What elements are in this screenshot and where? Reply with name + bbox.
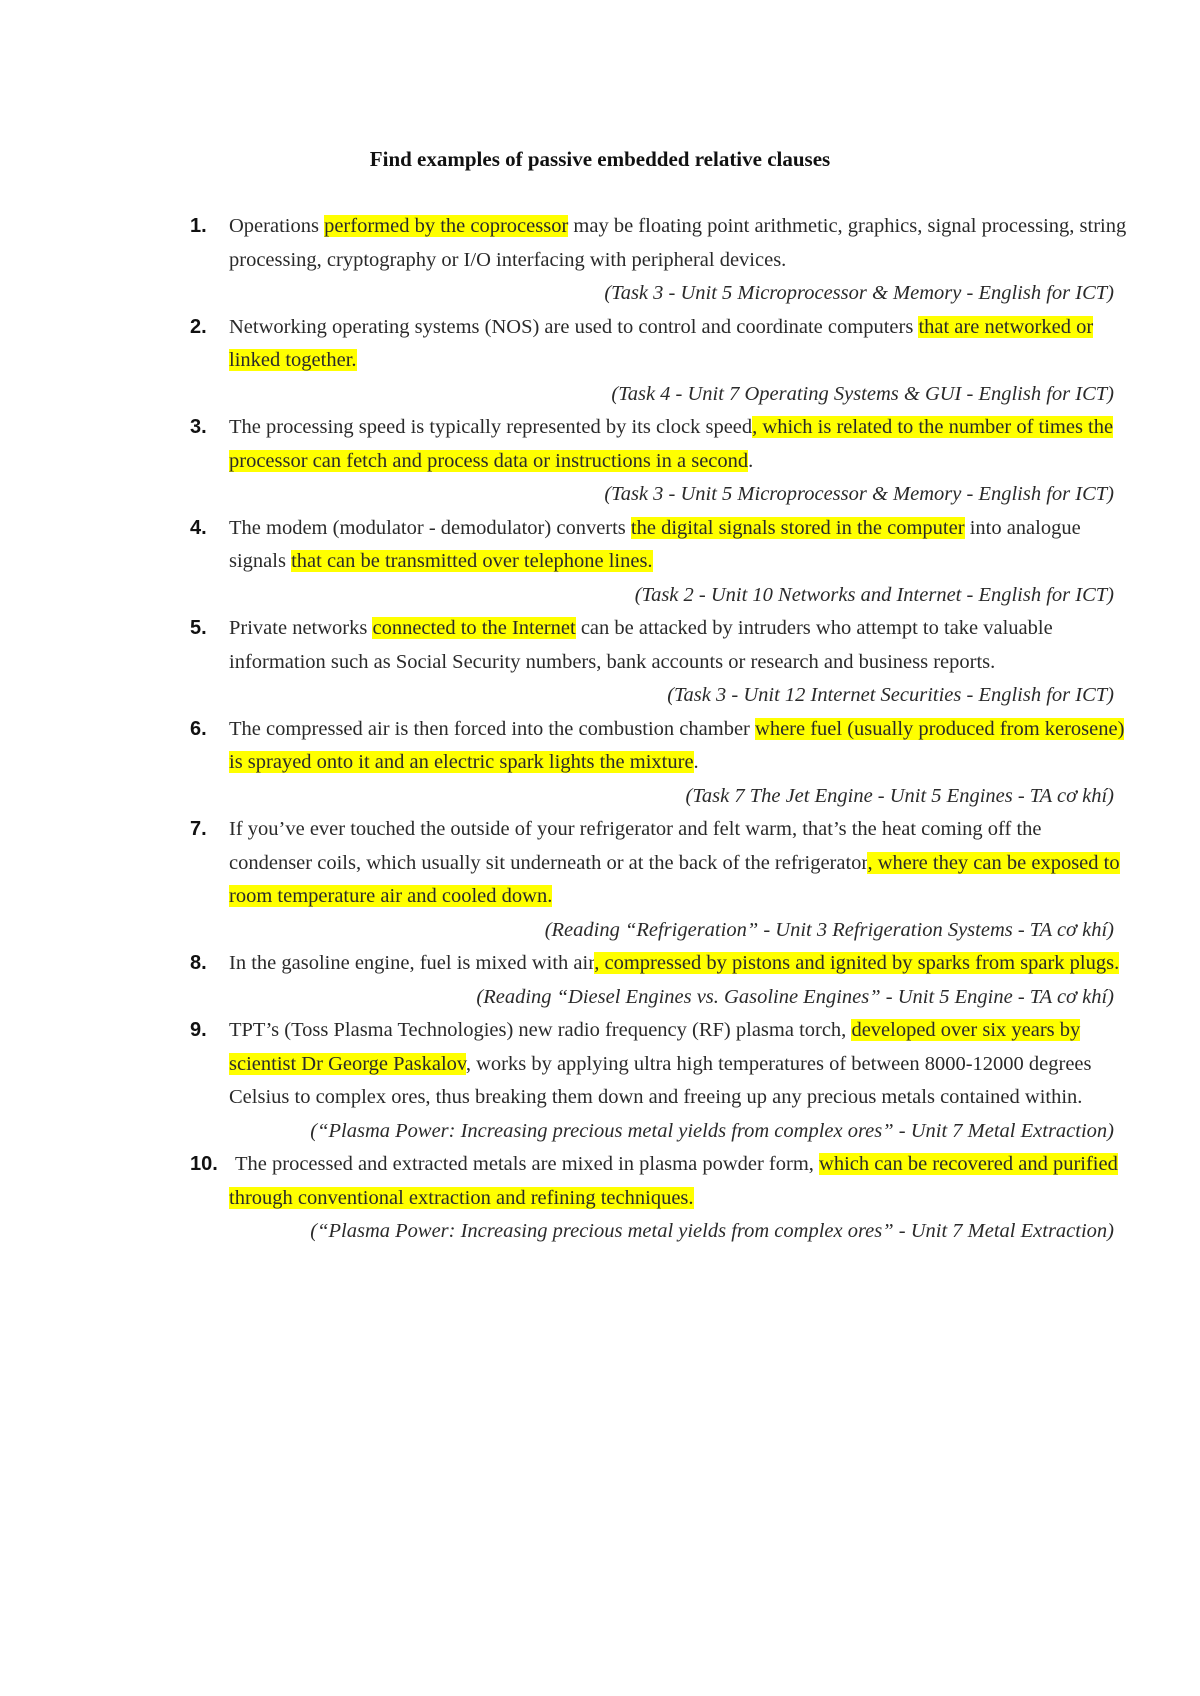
- item-sentence: [229, 1148, 1129, 1215]
- sentence-text: In the gasoline engine, fuel is mixed with air: [229, 952, 595, 974]
- item-number: 8.: [190, 952, 207, 974]
- highlighted-clause: the digital signals stored in the computer: [630, 516, 965, 539]
- item-source: (“Plasma Power: Increasing precious metal yields from complex ores” - Unit 7 Metal Extraction): [310, 1119, 1114, 1142]
- list-item: [0, 813, 1200, 947]
- item-source: (“Plasma Power: Increasing precious metal yields from complex ores” - Unit 7 Metal Extraction): [310, 1220, 1114, 1242]
- item-number: 10.: [190, 1153, 218, 1175]
- item-sentence: [229, 512, 1129, 579]
- item-sentence: [229, 1014, 1129, 1115]
- item-number: 7.: [190, 818, 207, 840]
- sentence-text: Networking operating systems (NOS) are used to control and coordinate computers: [229, 315, 919, 338]
- sentence-text: Private networks: [229, 617, 373, 639]
- item-source: (Task 7 The Jet Engine - Unit 5 Engines - TA cơ khí): [685, 784, 1114, 807]
- sentence-text: .: [748, 449, 754, 472]
- item-number: 9.: [190, 1019, 207, 1041]
- list-item: [0, 210, 1200, 311]
- highlighted-clause: that can be transmitted over telephone lines.: [291, 550, 653, 572]
- highlighted-clause: , compressed by pistons and ignited by sparks from spark plugs.: [594, 952, 1120, 974]
- item-sentence: [229, 210, 1129, 277]
- sentence-text: The compressed air is then forced into the combustion chamber: [229, 717, 756, 740]
- item-source: (Task 3 - Unit 5 Microprocessor & Memory - English for ICT): [604, 483, 1114, 505]
- list-item: [0, 1148, 1200, 1249]
- item-sentence: [229, 612, 1129, 679]
- highlighted-clause: developed over six years by scientist Dr George Paskalov: [229, 1019, 1081, 1075]
- sentence-text: can be attacked by intruders who attempt to take valuable information such as Social Security numbers, bank accounts or research and business reports.: [229, 617, 1053, 673]
- list-item: [0, 311, 1200, 412]
- item-source: (Task 3 - Unit 5 Microprocessor & Memory - English for ICT): [604, 282, 1114, 304]
- sentence-text: The processed and extracted metals are mixed in plasma powder form,: [235, 1153, 820, 1175]
- highlighted-clause: that are networked or linked together.: [229, 315, 1094, 371]
- item-number: 6.: [190, 717, 207, 740]
- item-number: 1.: [190, 215, 207, 237]
- highlighted-clause: , where they can be exposed to room temperature air and cooled down.: [229, 851, 1120, 907]
- sentence-text: TPT’s (Toss Plasma Technologies) new radio frequency (RF) plasma torch,: [229, 1019, 852, 1041]
- item-sentence: [229, 813, 1129, 914]
- list-item: [0, 713, 1200, 814]
- sentence-text: If you’ve ever touched the outside of your refrigerator and felt warm, that’s the heat coming off the condenser coils, which usually sit underneath or at the back of the refrigerator: [229, 818, 1042, 874]
- highlighted-clause: performed by the coprocessor: [324, 215, 569, 237]
- item-source: (Reading “Refrigeration” - Unit 3 Refrigeration Systems - TA cơ khí): [544, 918, 1114, 941]
- sentence-text: The processing speed is typically represented by its clock speed: [229, 416, 753, 438]
- item-number: 3.: [190, 416, 207, 438]
- item-source: (Task 3 - Unit 12 Internet Securities - English for ICT): [667, 684, 1114, 706]
- highlighted-clause: connected to the Internet: [372, 617, 576, 639]
- item-source: (Task 2 - Unit 10 Networks and Internet - English for ICT): [634, 583, 1114, 606]
- list-item: [0, 612, 1200, 713]
- list-item: [0, 1014, 1200, 1148]
- sentence-text: may be floating point arithmetic, graphics, signal processing, string processing, cryptography or I/O interfacing with peripheral devices.: [229, 215, 1127, 271]
- list-item: [0, 512, 1200, 613]
- item-sentence: [229, 411, 1129, 478]
- item-source: (Task 4 - Unit 7 Operating Systems & GUI - English for ICT): [611, 382, 1114, 405]
- item-sentence: [229, 311, 1129, 378]
- list-item: [0, 947, 1200, 1014]
- sentence-text: The modem (modulator - demodulator) converts: [229, 516, 631, 539]
- highlighted-clause: , which is related to the number of times the processor can fetch and process data or instructions in a second: [229, 416, 1114, 472]
- examples-list: [0, 210, 1200, 1249]
- item-number: 2.: [190, 315, 207, 338]
- sentence-text: into analogue signals: [229, 516, 1081, 572]
- list-item: [0, 411, 1200, 512]
- item-number: 5.: [190, 617, 207, 639]
- item-sentence: [229, 947, 1129, 981]
- sentence-text: .: [693, 751, 699, 773]
- highlighted-clause: where fuel (usually produced from kerosene) is sprayed onto it and an electric spark lights the mixture: [229, 717, 1125, 773]
- sentence-text: Operations: [229, 215, 325, 237]
- item-number: 4.: [190, 516, 207, 539]
- item-source: (Reading “Diesel Engines vs. Gasoline Engines” - Unit 5 Engine - TA cơ khí): [476, 985, 1114, 1008]
- highlighted-clause: which can be recovered and purified through conventional extraction and refining techniques.: [229, 1153, 1118, 1209]
- sentence-text: , works by applying ultra high temperatures of between 8000-12000 degrees Celsius to complex ores, thus breaking them down and freeing up any precious metals contained within.: [229, 1052, 1092, 1108]
- page-title: Find examples of passive embedded relative clauses: [369, 147, 831, 171]
- item-sentence: [229, 713, 1129, 780]
